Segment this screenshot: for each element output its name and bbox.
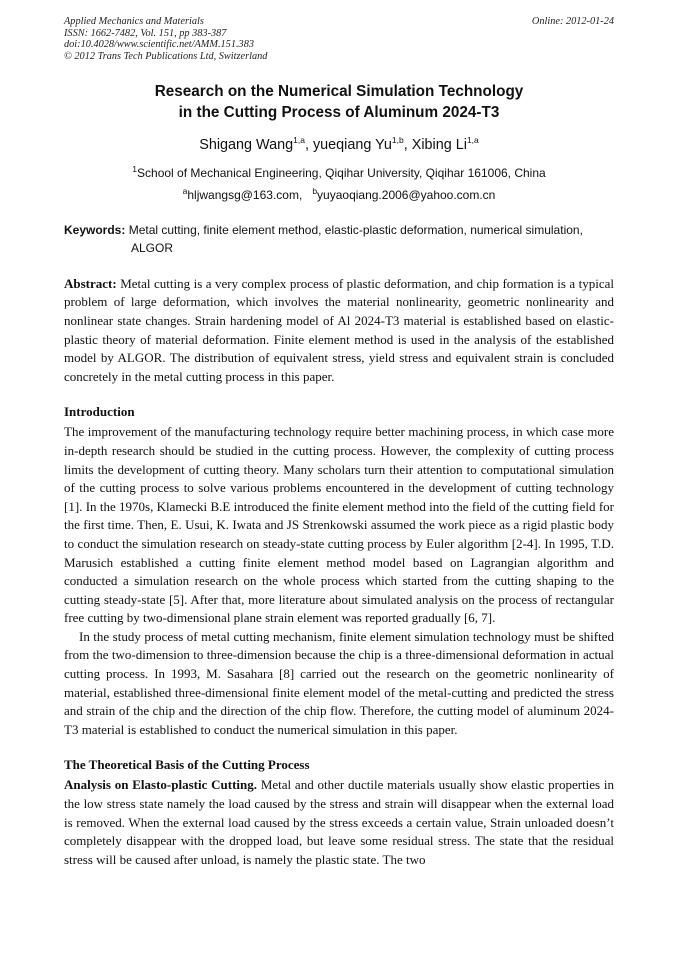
author-name: Xibing Li	[411, 136, 467, 153]
author-affil-mark: 1,a	[293, 135, 305, 145]
journal-name: Applied Mechanics and Materials	[64, 16, 204, 27]
author-list	[64, 131, 614, 154]
email-line	[64, 182, 614, 204]
theory-paragraph-1	[64, 776, 614, 869]
theory-paragraph-text: Metal and other ductile materials usually show elastic properties in the low stress state namely the load caused by the stress and strain will disappear when the external load is removed. When the external load caused by the stress exceeds a certain value, Strain unloaded doesn’t completely disappear with the dropped load, but leave some residual stress. The state that the residual stress will be caused after unload, is namely the plastic state. The two	[64, 777, 615, 867]
affiliation-line	[64, 160, 614, 182]
online-date: Online: 2012-01-24	[531, 16, 614, 27]
subsection-runin-heading: Analysis on Elasto-plastic Cutting.	[64, 777, 258, 793]
paper-title	[64, 81, 614, 123]
author-affil-mark: 1,b	[391, 135, 404, 145]
section-heading-introduction: Introduction	[64, 404, 135, 420]
author-separator: ,	[403, 136, 412, 153]
affiliation-mark: 1	[132, 163, 138, 174]
keywords-text: Metal cutting, finite element method, elastic-plastic deformation, numerical simulation,	[128, 222, 583, 237]
email-address[interactable]: yuyaoqiang.2006@yahoo.com.cn	[317, 187, 496, 202]
paper-page	[64, 16, 614, 869]
author-name: Shigang Wang	[199, 136, 294, 153]
keywords-text-cont: ALGOR	[131, 240, 174, 255]
email-mark: b	[312, 185, 318, 196]
abstract-label: Abstract:	[64, 275, 117, 291]
keywords-block	[64, 221, 614, 257]
email-mark: a	[182, 185, 188, 196]
intro-paragraph-1: The improvement of the manufacturing technology require better machining process, in which case more in-depth research should be studied in the cutting process. However, the complexity of cutting process limits the development of cutting theory. Many scholars turn their attention to computational simulation of the cutting process to solve various problems encountered in the development of cutting technology [1]. In the 1970s, Klamecki B.E introduced the finite element method into the field of the cutting field for the first time. Then, E. Usui, K. Iwata and JS Strenkowski assumed the work piece as a rigid plastic body to conduct the simulation research on steady-state cutting process by Euler algorithm [2-4]. In 1995, T.D. Marusich established a cutting finite element method model based on Lagrangian algorithm and conducted a simulation research on the whole process which started from the cutting shaping to the cutting steady-state [5]. After that, more literature about simulated analysis on the process of rectangular free cutting by two-dimensional plane strain element was reported gradually [6, 7].	[64, 424, 614, 626]
abstract-block	[64, 275, 614, 387]
email-address[interactable]: hljwangsg@163.com,	[187, 187, 303, 202]
author-name: yueqiang Yu	[312, 136, 392, 153]
affiliation-block	[64, 160, 614, 204]
intro-paragraph-2: In the study process of metal cutting mechanism, finite element simulation technology must be shifted from the two-dimension to three-dimension because the chip is a three-dimensional deformation in actual cutting process. In 1993, M. Sasahara [8] carried out the research on the geometric nonlinearity of material, established three-dimensional finite element model of the metal-cutting and predicted the stress and strain of the chip and the direction of the chip flow. Therefore, the cutting model of aluminum 2024-T3 material is established to conduct the numerical simulation in this paper.	[64, 628, 614, 737]
abstract-text: Metal cutting is a very complex process of plastic deformation, and chip formation is a typical problem of large deformation, which involves the material nonlinearity, geometric nonlinearity and nonlinear state changes. Strain hardening model of Al 2024-T3 material is established based on elastic-plastic theory of material deformation. Finite element method is used in the analysis of the established model by ALGOR. The distribution of equivalent stress, yield stress and equivalent strain is concluded concretely in the metal cutting process in this paper.	[64, 275, 615, 384]
title-line-2: in the Cutting Process of Aluminum 2024-T3	[178, 104, 500, 121]
affiliation-text: School of Mechanical Engineering, Qiqihar University, Qiqihar 161006, China	[137, 165, 546, 180]
author-separator: ,	[304, 136, 313, 153]
issn-line: ISSN: 1662-7482, Vol. 151, pp 383-387	[64, 27, 227, 39]
section-heading-theory: The Theoretical Basis of the Cutting Process	[64, 757, 310, 773]
journal-header	[64, 16, 614, 62]
author-affil-mark: 1,a	[466, 135, 479, 145]
keywords-label: Keywords:	[64, 222, 126, 237]
title-line-1: Research on the Numerical Simulation Technology	[154, 83, 524, 100]
copyright-line: © 2012 Trans Tech Publications Ltd, Switzerland	[64, 50, 268, 62]
doi-line[interactable]: doi:10.4028/www.scientific.net/AMM.151.383	[64, 39, 254, 50]
